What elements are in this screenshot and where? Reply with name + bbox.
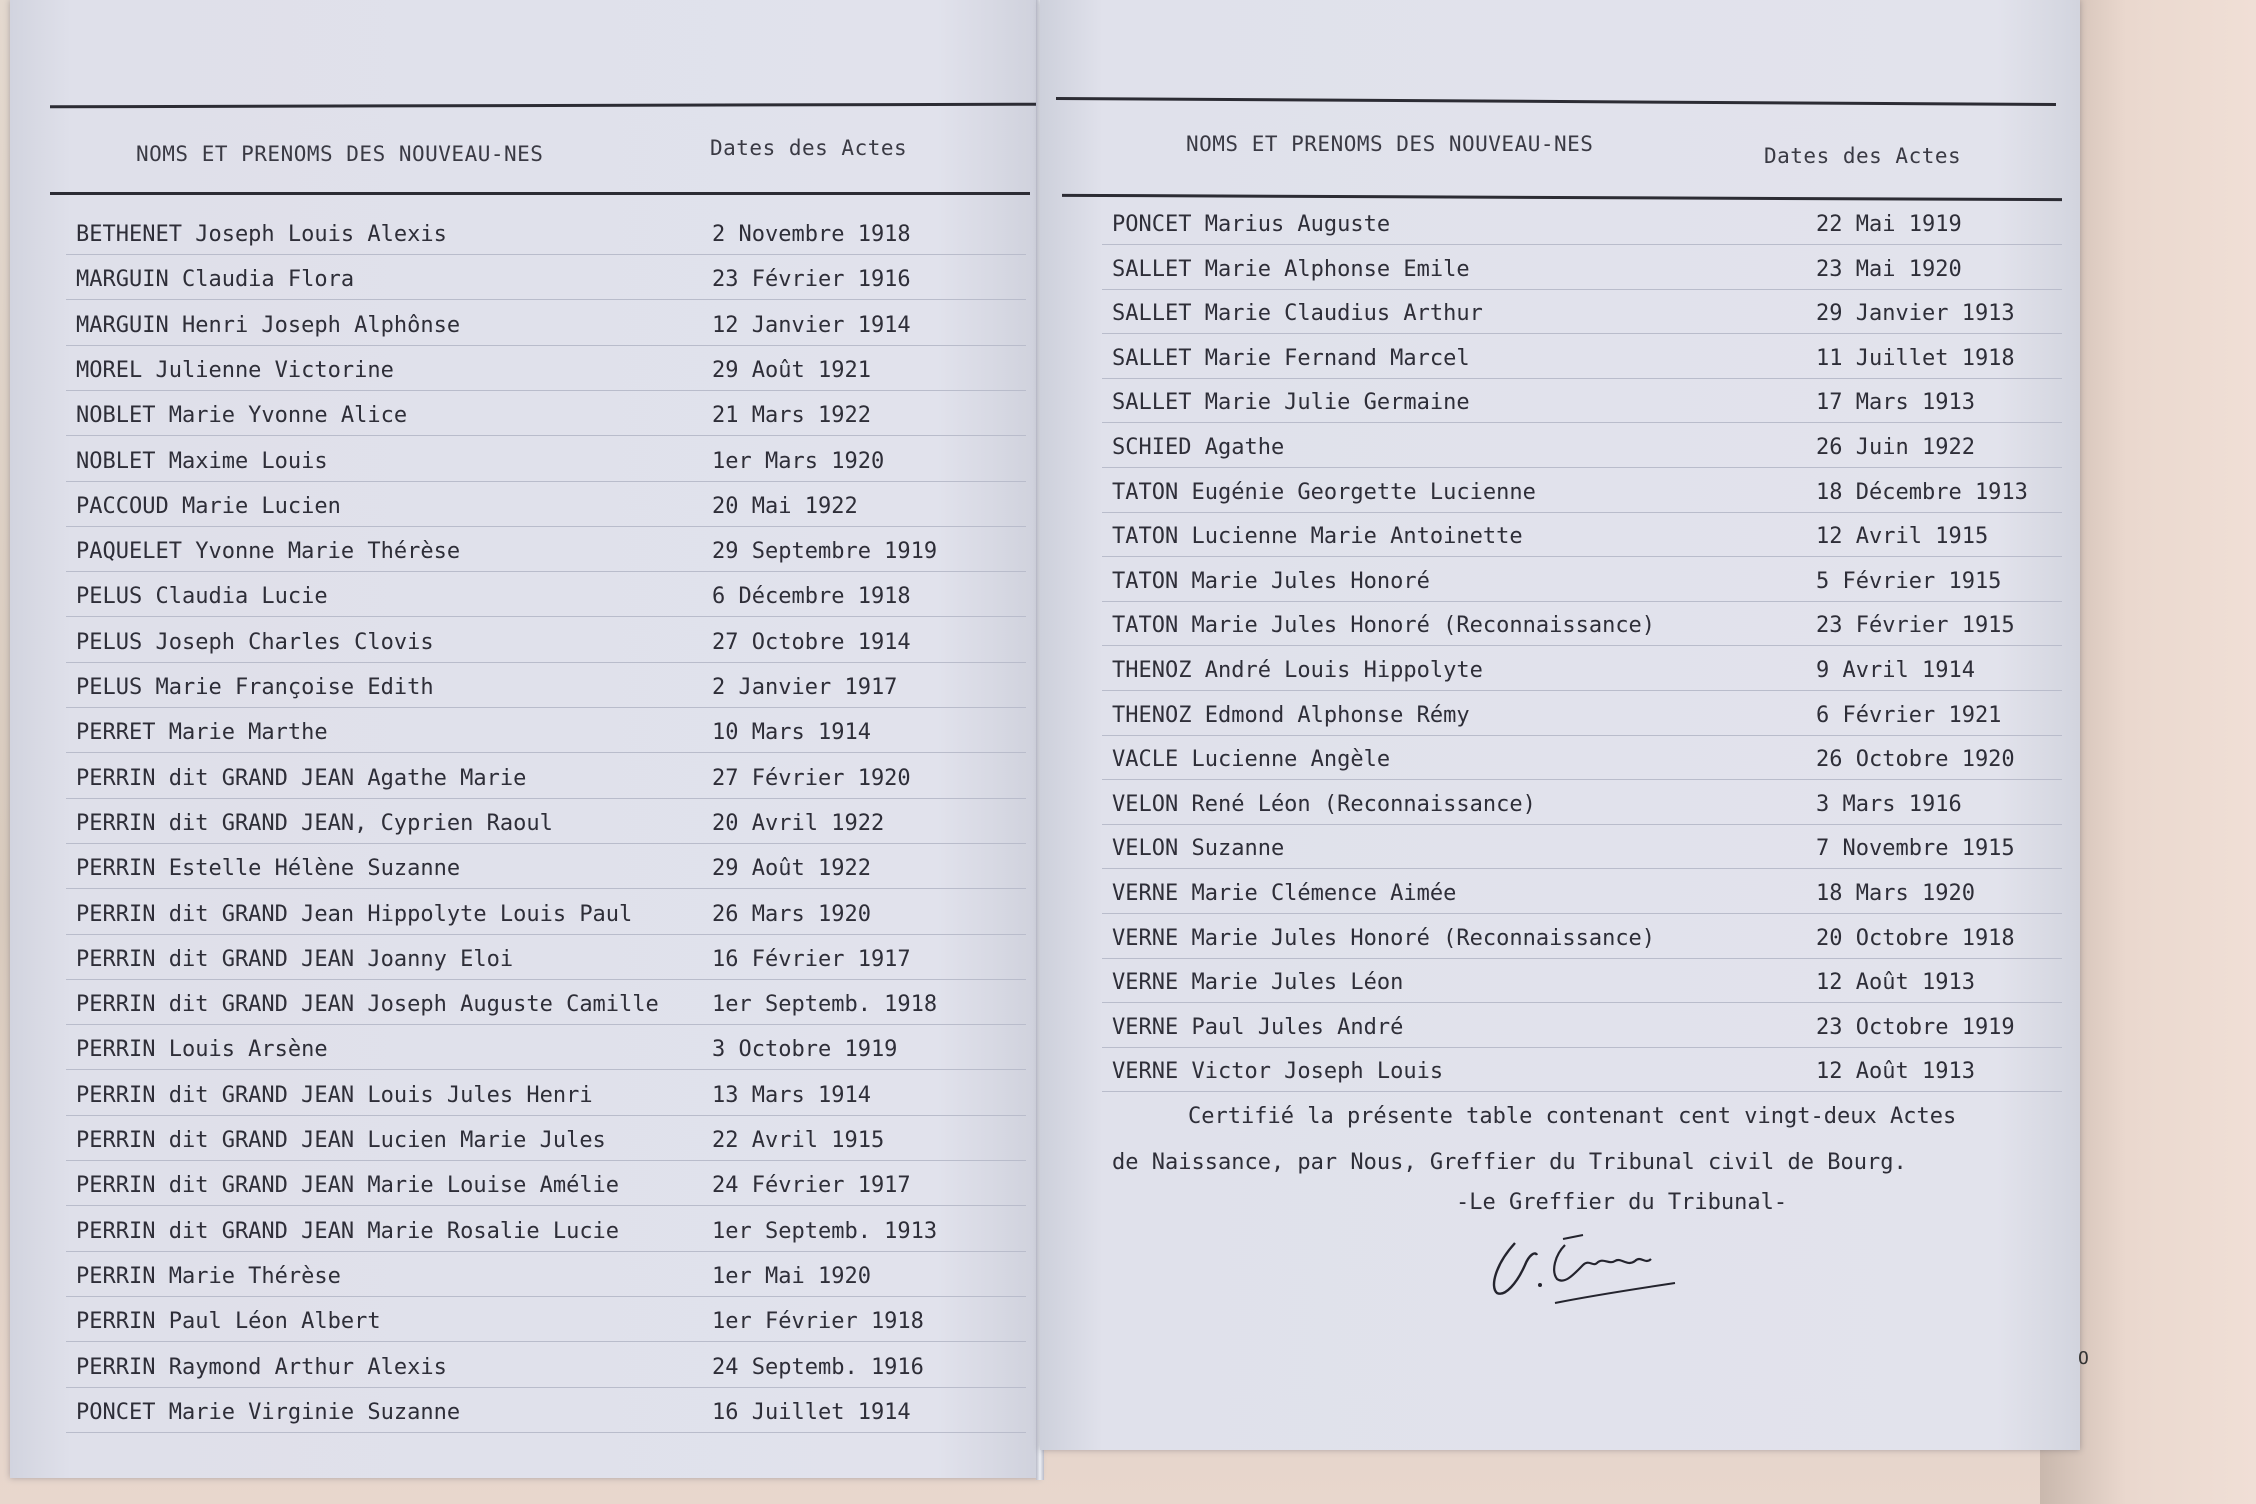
entry-date: 20 Mai 1922 [712,493,858,519]
left-header-names: NOMS ET PRENOMS DES NOUVEAU-NES [136,142,544,166]
ruled-line [1102,824,2062,825]
ruled-line [66,1069,1026,1070]
table-row [1112,792,2052,822]
entry-date: 20 Octobre 1918 [1816,925,2015,951]
entry-date: 22 Avril 1915 [712,1128,885,1153]
ruled-line [1102,601,2062,602]
header-bottom-rule [1062,194,2062,201]
entry-date: 9 Avril 1914 [1816,658,1975,683]
ruled-line [1102,913,2062,914]
table-row [76,494,1016,524]
entry-name: VERNE Marie Clémence Aimée [1112,881,1457,906]
entry-name: SALLET Marie Alphonse Emile [1112,256,1470,282]
entry-date: 2 Novembre 1918 [712,222,911,247]
table-row [1112,613,2052,643]
ruled-line [1102,1047,2062,1048]
ruled-line [66,1024,1026,1025]
entry-date: 11 Juillet 1918 [1816,345,2015,371]
ruled-line [66,662,1026,663]
entry-date: 12 Janvier 1914 [712,312,911,338]
ruled-line [1102,690,2062,691]
ruled-line [66,843,1026,844]
entry-date: 12 Août 1913 [1816,1059,1975,1085]
entry-name: PONCET Marius Auguste [1112,212,1391,237]
ruled-line [66,616,1026,617]
entry-name: PERRIN Louis Arsène [76,1037,328,1063]
entry-name: BETHENET Joseph Louis Alexis [76,222,447,247]
entry-name: VERNE Victor Joseph Louis [1112,1059,1444,1085]
table-row [76,811,1016,841]
left-header-dates: Dates des Actes [710,136,908,160]
table-row [1112,390,2052,420]
entry-name: PELUS Joseph Charles Clovis [76,629,434,655]
entry-name: PERRIN dit GRAND JEAN Louis Jules Henri [76,1082,593,1108]
table-row [76,992,1016,1022]
entry-date: 2 Janvier 1917 [712,675,898,700]
ruled-line [1102,467,2062,468]
entry-name: VELON René Léon (Reconnaissance) [1112,791,1536,817]
entry-date: 23 Octobre 1919 [1816,1014,2015,1040]
ruled-line [66,1160,1026,1161]
entry-date: 6 Février 1921 [1816,702,2002,728]
entry-name: PERRIN dit GRAND JEAN Marie Rosalie Lucie [76,1218,620,1244]
table-row [76,1219,1016,1249]
ruled-line [66,979,1026,980]
entry-date: 29 Septembre 1919 [712,539,938,565]
entry-date: 22 Mai 1919 [1816,212,1962,237]
entry-date: 24 Février 1917 [712,1173,911,1199]
entry-date: 3 Octobre 1919 [712,1037,898,1063]
entry-name: PERRIN Estelle Hélène Suzanne [76,856,461,882]
table-row [1112,881,2052,911]
entry-name: PERRIN Paul Léon Albert [76,1309,381,1335]
ruled-line [66,481,1026,482]
entry-date: 6 Décembre 1918 [712,584,911,610]
entry-name: PELUS Marie Françoise Edith [76,675,434,700]
entry-name: VACLE Lucienne Angèle [1112,747,1391,773]
ruled-line [1102,378,2062,379]
header-top-rule [1056,97,2056,106]
table-row [76,1173,1016,1203]
table-row [1112,212,2052,242]
entry-name: SALLET Marie Claudius Arthur [1112,301,1483,327]
entry-name: PERRET Marie Marthe [76,720,328,746]
ruled-line [66,888,1026,889]
table-row [1112,1015,2052,1045]
greffier-title: -Le Greffier du Tribunal- [1456,1190,1788,1215]
table-row [76,313,1016,343]
ruled-line [1102,868,2062,869]
entry-date: 27 Février 1920 [712,765,911,791]
entry-date: 12 Août 1913 [1816,970,1975,996]
svg-text:J. Chièvon: J. Chièvon [1495,1313,1502,1314]
entry-date: 18 Mars 1920 [1816,881,1975,906]
table-row [76,902,1016,932]
entry-name: PERRIN dit GRAND JEAN Marie Louise Amélie [76,1173,620,1199]
entry-date: 10 Mars 1914 [712,720,871,746]
left-page [10,0,1040,1478]
entry-date: 1er Septemb. 1918 [712,992,938,1018]
ruled-line [66,571,1026,572]
entry-name: VERNE Paul Jules André [1112,1014,1404,1040]
table-row [1112,658,2052,688]
ruled-line [66,526,1026,527]
greffier-signature [1485,1225,1695,1315]
table-row [1112,1059,2052,1089]
ruled-line [66,1341,1026,1342]
table-row [1112,480,2052,510]
table-row [76,856,1016,886]
entry-date: 16 Juillet 1914 [712,1399,911,1425]
ruled-line [1102,779,2062,780]
entry-date: 12 Avril 1915 [1816,524,1989,550]
entry-name: VERNE Marie Jules Léon [1112,970,1404,996]
ruled-line [66,1432,1026,1433]
entry-name: NOBLET Maxime Louis [76,448,328,474]
table-row [1112,346,2052,376]
ruled-line [66,1251,1026,1252]
entry-date: 23 Février 1915 [1816,613,2015,639]
entry-date: 1er Février 1918 [712,1309,924,1335]
entry-date: 18 Décembre 1913 [1816,479,2028,505]
entry-date: 29 Août 1922 [712,856,871,882]
table-row [76,222,1016,252]
ruled-line [66,1296,1026,1297]
ruled-line [66,1387,1026,1388]
ruled-line [66,752,1026,753]
ruled-line [1102,512,2062,513]
entry-date: 1er Mai 1920 [712,1263,871,1289]
ruled-line [66,798,1026,799]
table-row [76,630,1016,660]
table-row [76,1355,1016,1385]
table-row [1112,524,2052,554]
table-row [1112,926,2052,956]
ruled-line [1102,645,2062,646]
entry-name: TATON Marie Jules Honoré (Reconnaissance) [1112,613,1656,639]
entry-name: SALLET Marie Julie Germaine [1112,390,1470,416]
entry-name: PERRIN dit GRAND JEAN Joseph Auguste Camille [76,992,659,1018]
entry-date: 23 Mai 1920 [1816,256,1962,282]
header-bottom-rule [50,192,1030,195]
entry-date: 23 Février 1916 [712,267,911,293]
entry-name: MARGUIN Claudia Flora [76,267,355,293]
entry-name: NOBLET Marie Yvonne Alice [76,403,408,429]
ruled-line [1102,244,2062,245]
certification-line-1: Certifié la présente table contenant cent vingt-deux Actes [1188,1104,1957,1129]
entry-name: PERRIN dit GRAND JEAN, Cyprien Raoul [76,810,553,836]
entry-date: 13 Mars 1914 [712,1082,871,1108]
table-row [1112,569,2052,599]
ruled-line [1102,958,2062,959]
table-row [1112,257,2052,287]
table-row [1112,747,2052,777]
entry-date: 24 Septemb. 1916 [712,1354,924,1380]
entry-name: TATON Lucienne Marie Antoinette [1112,524,1523,550]
table-row [76,720,1016,750]
entry-name: THENOZ André Louis Hippolyte [1112,658,1483,683]
entry-name: PERRIN dit GRAND JEAN Joanny Eloi [76,946,514,972]
entry-name: MARGUIN Henri Joseph Alphônse [76,312,461,338]
entry-date: 27 Octobre 1914 [712,629,911,655]
table-row [76,1400,1016,1430]
entry-date: 3 Mars 1916 [1816,791,1962,817]
entry-name: SALLET Marie Fernand Marcel [1112,345,1470,371]
entry-date: 26 Mars 1920 [712,901,871,927]
edge-mark: O [2078,1348,2089,1369]
entry-date: 1er Septemb. 1913 [712,1218,938,1244]
right-header-dates: Dates des Actes [1764,144,1962,168]
entry-name: PERRIN dit GRAND JEAN Agathe Marie [76,765,527,791]
table-row [1112,301,2052,331]
ruled-line [66,345,1026,346]
ruled-line [1102,422,2062,423]
entry-name: TATON Marie Jules Honoré [1112,568,1430,594]
table-row [76,1309,1016,1339]
entry-name: PAQUELET Yvonne Marie Thérèse [76,539,461,565]
table-row [1112,836,2052,866]
ruled-line [1102,289,2062,290]
entry-name: PERRIN dit GRAND Jean Hippolyte Louis Paul [76,901,633,927]
table-row [76,403,1016,433]
entry-date: 16 Février 1917 [712,946,911,972]
table-row [1112,435,2052,465]
ruled-line [66,254,1026,255]
entry-date: 29 Janvier 1913 [1816,301,2015,327]
table-row [76,1037,1016,1067]
entry-name: PERRIN dit GRAND JEAN Lucien Marie Jules [76,1128,606,1153]
right-header-names: NOMS ET PRENOMS DES NOUVEAU-NES [1186,132,1594,156]
ruled-line [66,1205,1026,1206]
ruled-line [1102,735,2062,736]
entry-name: THENOZ Edmond Alphonse Rémy [1112,702,1470,728]
ruled-line [1102,333,2062,334]
table-row [76,1128,1016,1158]
ruled-line [66,299,1026,300]
table-row [1112,970,2052,1000]
table-row [76,766,1016,796]
table-row [76,449,1016,479]
ruled-line [66,707,1026,708]
ruled-line [1102,1002,2062,1003]
ruled-line [1102,556,2062,557]
entry-name: VERNE Marie Jules Honoré (Reconnaissance) [1112,925,1656,951]
entry-date: 1er Mars 1920 [712,448,885,474]
table-row [1112,703,2052,733]
entry-date: 29 Août 1921 [712,357,871,383]
entry-date: 5 Février 1915 [1816,568,2002,594]
entry-date: 20 Avril 1922 [712,810,885,836]
ruled-line [1102,1091,2062,1092]
header-top-rule [50,103,1040,109]
entry-name: PONCET Marie Virginie Suzanne [76,1399,461,1425]
ruled-line [66,435,1026,436]
ruled-line [66,934,1026,935]
table-row [76,358,1016,388]
entry-date: 7 Novembre 1915 [1816,836,2015,862]
entry-date: 26 Octobre 1920 [1816,747,2015,773]
entry-name: VELON Suzanne [1112,836,1285,862]
entry-name: PERRIN Raymond Arthur Alexis [76,1354,447,1380]
entry-name: PELUS Claudia Lucie [76,584,328,610]
entry-date: 26 Juin 1922 [1816,435,1975,460]
entry-date: 17 Mars 1913 [1816,390,1975,416]
table-row [76,267,1016,297]
entry-name: PACCOUD Marie Lucien [76,493,341,519]
table-row [76,539,1016,569]
entry-name: MOREL Julienne Victorine [76,357,394,383]
certification-line-2: de Naissance, par Nous, Greffier du Tribunal civil de Bourg. [1112,1150,1907,1175]
entry-name: PERRIN Marie Thérèse [76,1263,341,1289]
ruled-line [66,1115,1026,1116]
ruled-line [66,390,1026,391]
entry-name: TATON Eugénie Georgette Lucienne [1112,479,1536,505]
table-row [76,675,1016,705]
table-row [76,947,1016,977]
entry-name: SCHIED Agathe [1112,435,1285,460]
table-row [76,584,1016,614]
table-row [76,1083,1016,1113]
entry-date: 21 Mars 1922 [712,403,871,429]
table-row [76,1264,1016,1294]
